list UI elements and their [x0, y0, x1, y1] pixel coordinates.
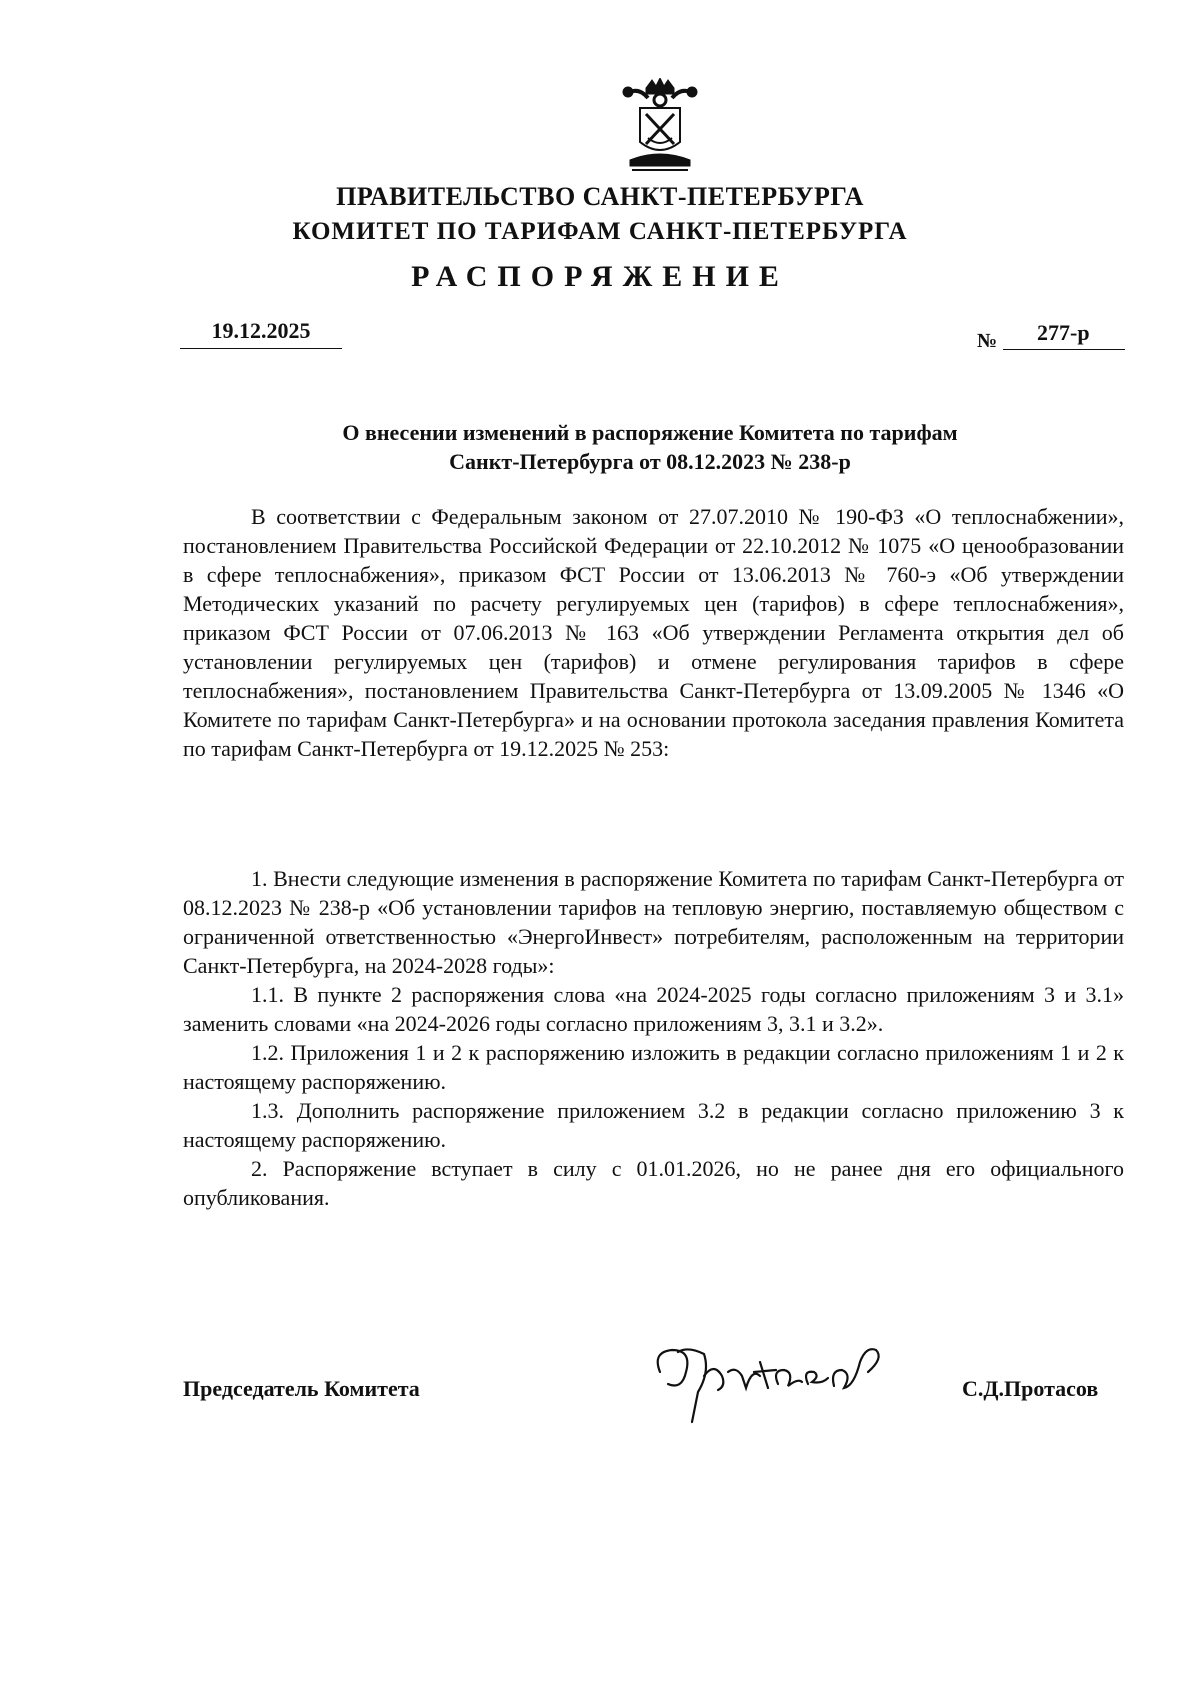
document-number: 277-р	[1003, 320, 1125, 350]
subject-line-2: Санкт-Петербурга от 08.12.2023 № 238-р	[449, 449, 851, 474]
document-subject	[190, 418, 1110, 476]
coat-of-arms-icon	[620, 78, 700, 178]
order-item-1-3: 1.3. Дополнить распоряжение приложением 3.2 в редакции согласно приложению 3 к настоящему распоряжению.	[183, 1098, 1124, 1152]
number-sign: №	[977, 330, 998, 352]
order-item-1-2: 1.2. Приложения 1 и 2 к распоряжению изложить в редакции согласно приложениям 1 и 2 к настоящему распоряжению.	[183, 1040, 1124, 1094]
legal-basis	[183, 502, 1124, 763]
committee-title: КОМИТЕТ ПО ТАРИФАМ САНКТ-ПЕТЕРБУРГА	[292, 218, 908, 245]
order-item-1: 1. Внести следующие изменения в распоряжение Комитета по тарифам Санкт-Петербурга от 08.12.2023 № 238-р «Об установлении тарифов на тепловую энергию, поставляемую обществом с ограниченной ответственностью «ЭнергоИнвест» потребителям, расположенным на территории Санкт-Петербурга, на 2024-2028 годы»:	[183, 866, 1124, 978]
subject-line-1: О внесении изменений в распоряжение Комитета по тарифам	[342, 420, 958, 445]
government-title: ПРАВИТЕЛЬСТВО САНКТ-ПЕТЕРБУРГА	[336, 182, 864, 211]
order-items	[183, 864, 1124, 1212]
signatory-name: С.Д.Протасов	[962, 1376, 1099, 1401]
document-type: РАСПОРЯЖЕНИЕ	[411, 260, 789, 293]
order-item-1-1: 1.1. В пункте 2 распоряжения слова «на 2024-2025 годы согласно приложениям 3 и 3.1» заменить словами «на 2024-2026 годы согласно приложениям 3, 3.1 и 3.2».	[183, 982, 1124, 1036]
handwritten-signature-icon	[648, 1332, 918, 1432]
order-item-2: 2. Распоряжение вступает в силу с 01.01.2026, но не ранее дня его официального опубликования.	[183, 1156, 1124, 1210]
basis-paragraph: В соответствии с Федеральным законом от 27.07.2010 № 190-ФЗ «О теплоснабжении», постановлением Правительства Российской Федерации от 22.10.2012 № 1075 «О ценообразовании в сфере теплоснабжения», приказом ФСТ России от 13.06.2013 № 760-э «Об утверждении Методических указаний по расчету регулируемых цен (тарифов) в сфере теплоснабжения», приказом ФСТ России от 07.06.2013 № 163 «Об утверждении Регламента открытия дел об установлении регулируемых цен (тарифов) и отмене регулирования тарифов в сфере теплоснабжения», постановлением Правительства Санкт-Петербурга от 13.09.2005 № 1346 «О Комитете по тарифам Санкт-Петербурга» и на основании протокола заседания правления Комитета по тарифам Санкт-Петербурга от 19.12.2025 № 253:	[183, 504, 1124, 761]
signatory-title: Председатель Комитета	[183, 1376, 420, 1401]
document-date: 19.12.2025	[180, 318, 342, 349]
